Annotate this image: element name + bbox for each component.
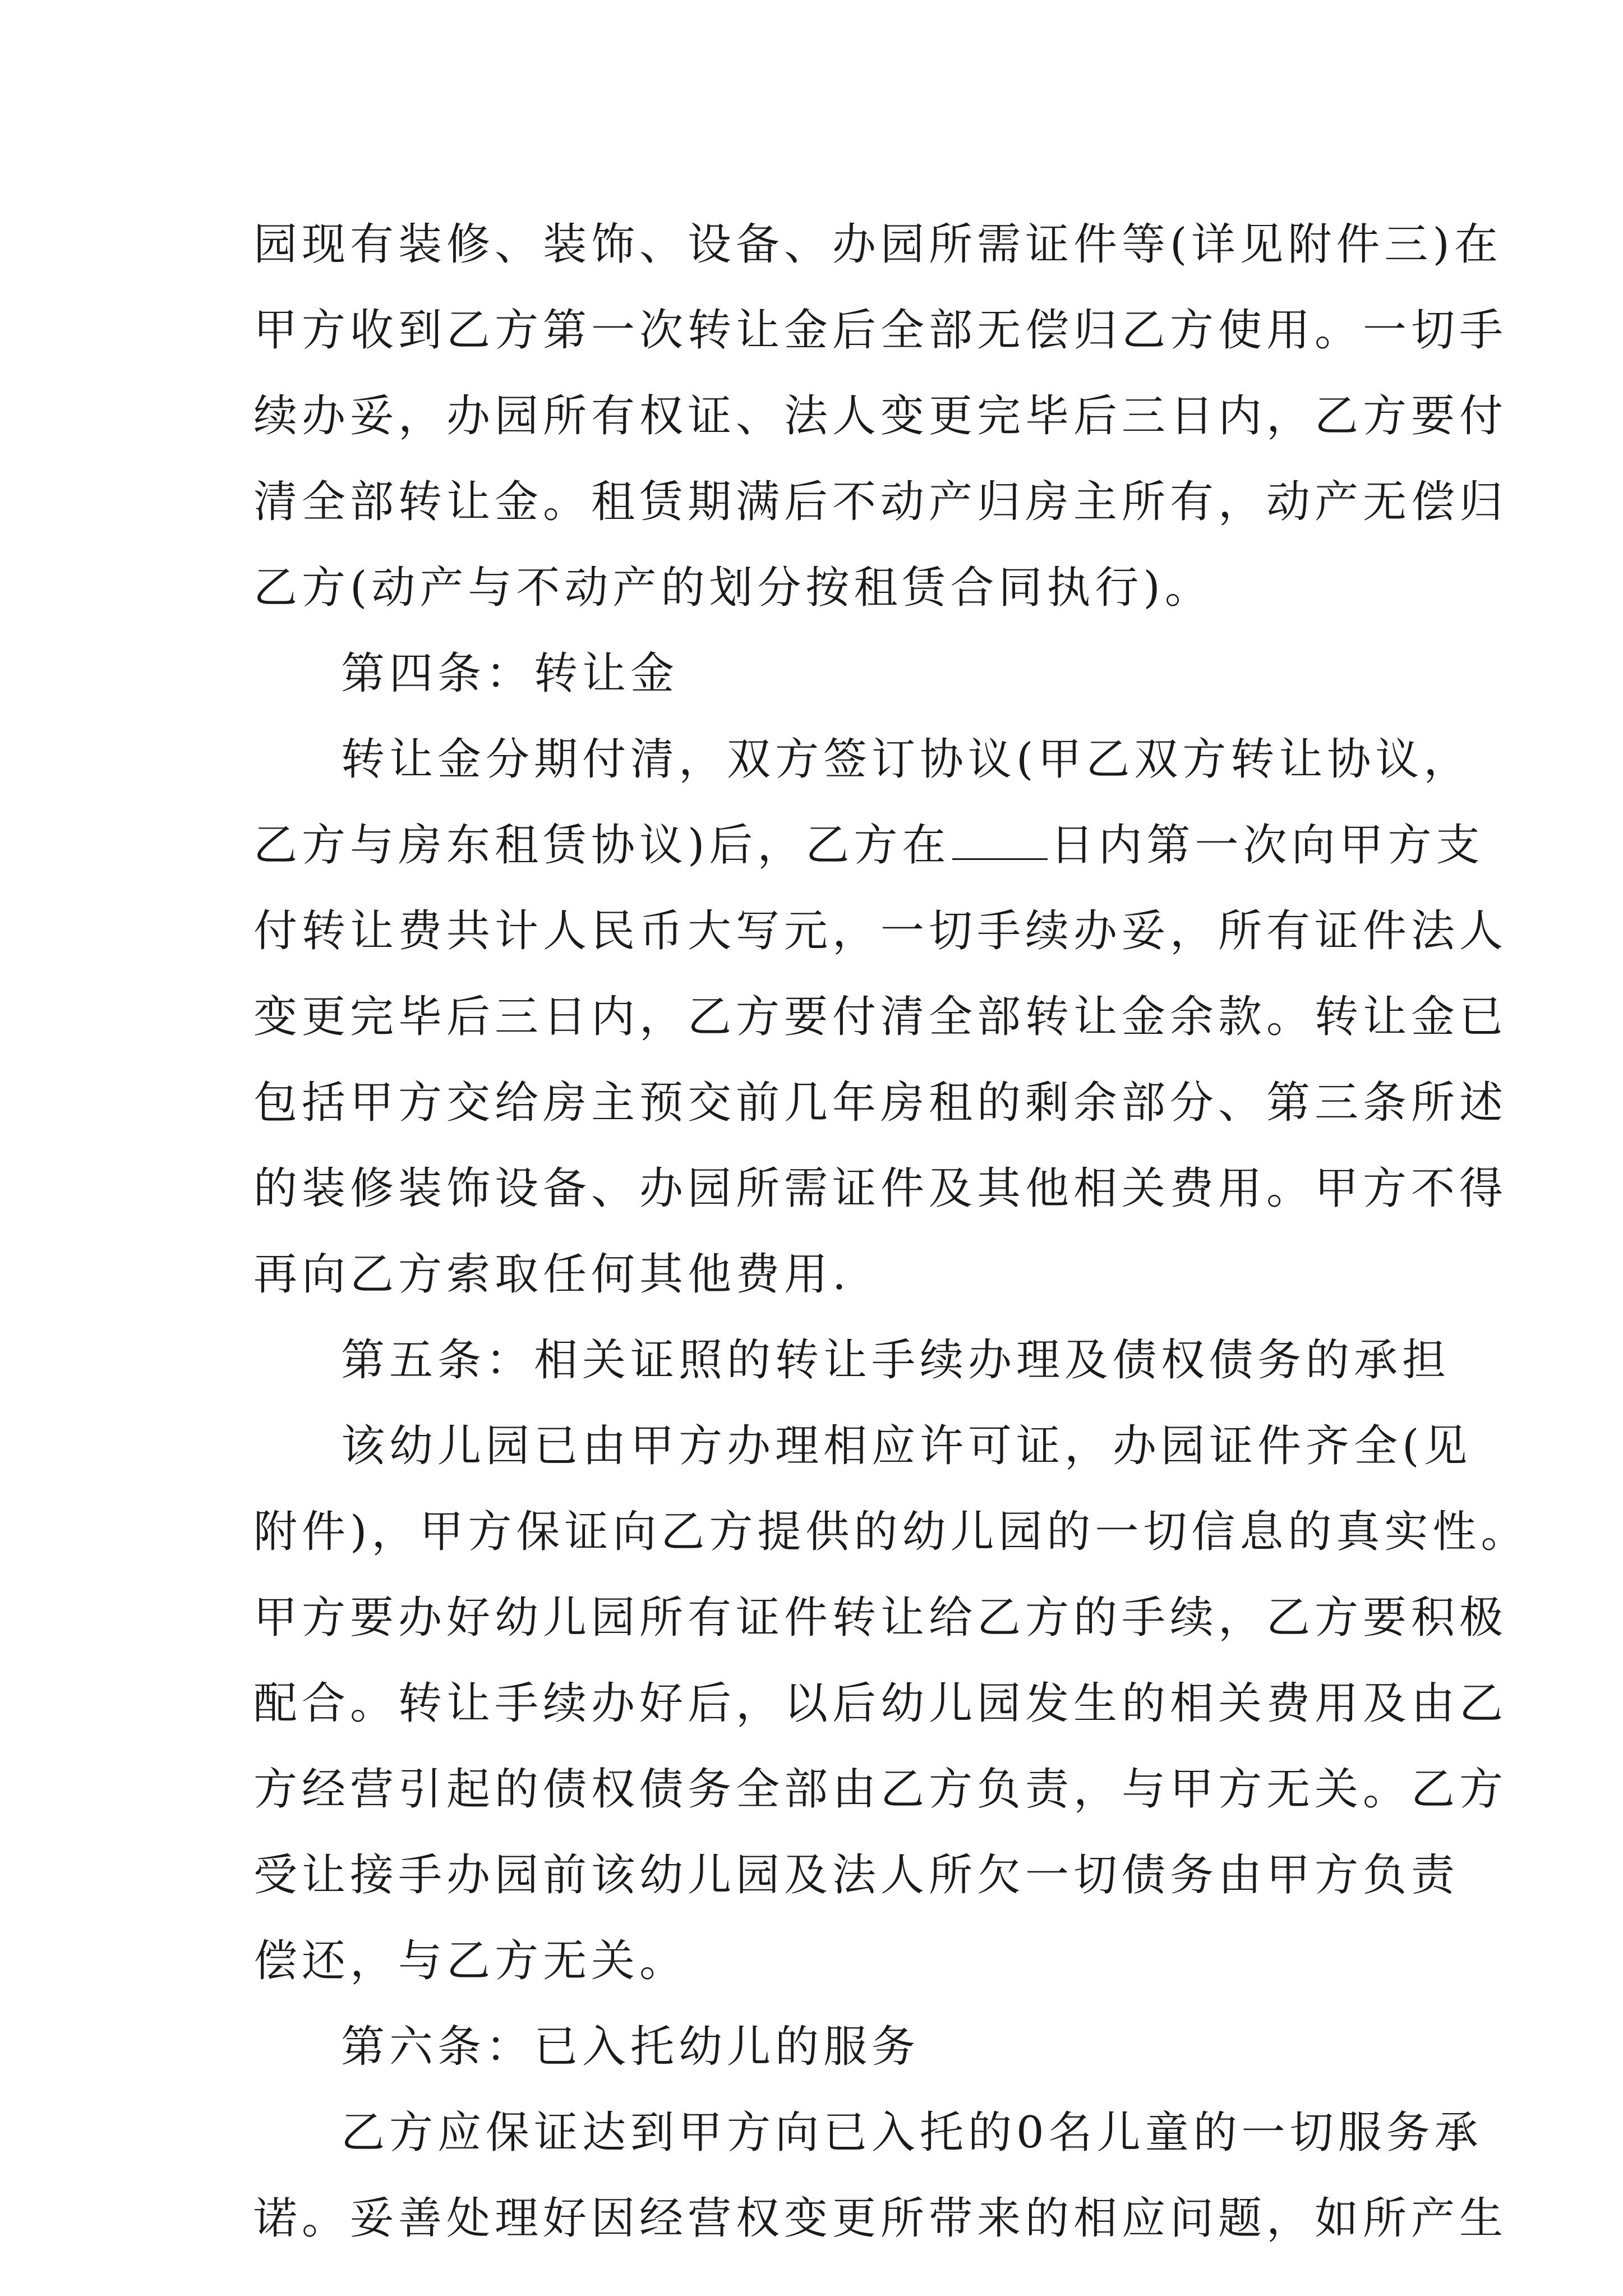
text-after-blank: 日内第一次向甲方支 — [1050, 820, 1484, 871]
text-line: 的装修装饰设备、办园所需证件及其他相关费用。甲方不得 — [253, 1163, 1508, 1214]
text-line-with-blank — [253, 803, 1484, 889]
text-line: 该幼儿园已由甲方办理相应许可证，办园证件齐全(见 — [341, 1421, 1472, 1471]
text-line: 再向乙方索取任何其他费用. — [253, 1249, 851, 1300]
article-4-heading: 第四条：转让金 — [341, 648, 679, 699]
text-line: 诺。妥善处理好因经营权变更所带来的相应问题，如所产生 — [253, 2193, 1508, 2244]
text-line: 方经营引起的债权债务全部由乙方负责，与甲方无关。乙方 — [253, 1764, 1508, 1815]
text-line: 续办妥，办园所有权证、法人变更完毕后三日内，乙方要付 — [253, 391, 1508, 441]
text-line: 配合。转让手续办好后，以后幼儿园发生的相关费用及由乙 — [253, 1678, 1508, 1729]
fill-in-blank — [952, 819, 1048, 860]
text-line: 受让接手办园前该幼儿园及法人所欠一切债务由甲方负责 — [253, 1850, 1460, 1901]
text-line: 甲方要办好幼儿园所有证件转让给乙方的手续，乙方要积极 — [253, 1593, 1508, 1643]
article-5-heading: 第五条：相关证照的转让手续办理及债权债务的承担 — [341, 1335, 1451, 1386]
text-line: 变更完毕后三日内，乙方要付清全部转让金余款。转让金已 — [253, 992, 1508, 1042]
text-line: 乙方(动产与不动产的划分按租赁合同执行)。 — [253, 563, 1213, 613]
text-line: 附件)，甲方保证向乙方提供的幼儿园的一切信息的真实性。 — [253, 1507, 1529, 1557]
text-before-blank: 乙方与房东租赁协议)后，乙方在 — [253, 820, 951, 871]
body-text — [253, 202, 1529, 2262]
text-line: 付转让费共计人民币大写元，一切手续办妥，所有证件法人 — [253, 906, 1508, 956]
text-line: 清全部转让金。租赁期满后不动产归房主所有，动产无偿归 — [253, 477, 1508, 527]
text-line: 乙方应保证达到甲方向已入托的0名儿童的一切服务承 — [341, 2108, 1483, 2158]
text-line: 包括甲方交给房主预交前几年房租的剩余部分、第三条所述 — [253, 1078, 1508, 1128]
article-6-heading: 第六条：已入托幼儿的服务 — [341, 2022, 920, 2072]
text-line: 甲方收到乙方第一次转让金后全部无偿归乙方使用。一切手 — [253, 305, 1508, 356]
text-line: 偿还，与乙方无关。 — [253, 1936, 688, 1986]
text-line: 转让金分期付清，双方签订协议(甲乙双方转让协议， — [341, 734, 1472, 785]
text-line: 园现有装修、装饰、设备、办园所需证件等(详见附件三)在 — [253, 219, 1502, 270]
